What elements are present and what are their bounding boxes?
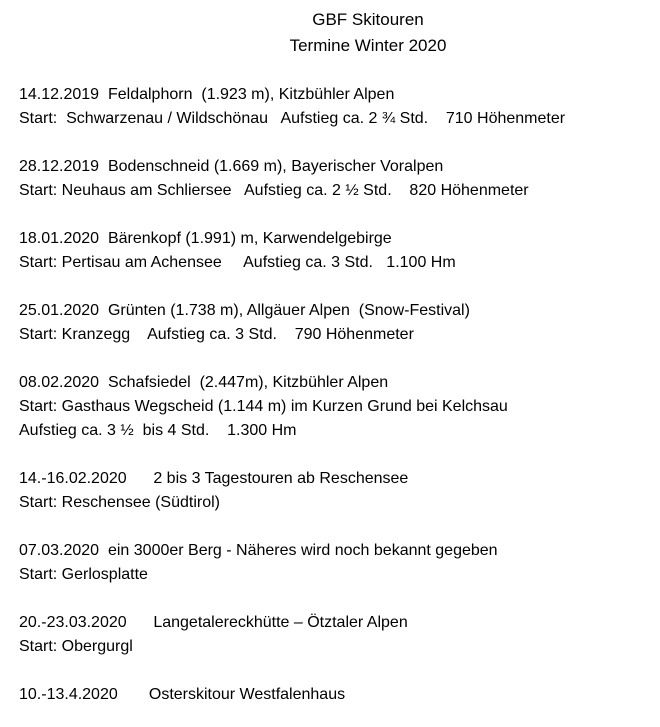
entry-date-title: 18.01.2020 Bärenkopf (1.991) m, Karwendelgebirge [19,230,392,247]
entry-start-details: Start: Schwarzenau / Wildschönau Aufstieg ca. 2 ¾ Std. 710 Höhenmeter [19,110,566,127]
entry-start-details: Start: Obergurgl [19,638,133,655]
tour-entry-feldalphorn [19,83,654,131]
tour-entry-westfalenhaus [19,683,654,707]
page-title [0,7,660,59]
entry-date-title: 20.-23.03.2020 Langetalereckhütte – Ötztaler Alpen [19,614,408,631]
entry-date-title: 10.-13.4.2020 Osterskitour Westfalenhaus [19,686,346,703]
entry-start-details: Start: Reschensee (Südtirol) [19,494,220,511]
tour-entry-baerenkopf [19,227,654,275]
entry-start-details: Start: Gerlosplatte [19,566,148,583]
entry-start-details: Start: Pertisau am Achensee Aufstieg ca. 3 Std. 1.100 Hm [19,254,456,271]
tour-entry-gruenten [19,299,654,347]
tour-entry-bodenschneid [19,155,654,203]
entry-start-details: Start: Gasthaus Wegscheid (1.144 m) im Kurzen Grund bei Kelchsau [19,398,508,415]
entry-date-title: 25.01.2020 Grünten (1.738 m), Allgäuer Alpen (Snow-Festival) [19,302,470,319]
entry-date-title: 28.12.2019 Bodenschneid (1.669 m), Bayerischer Voralpen [19,158,444,175]
entry-date-title: 08.02.2020 Schafsiedel (2.447m), Kitzbühler Alpen [19,374,389,391]
tour-entry-langetalereckhuette [19,611,654,659]
tour-entry-reschensee [19,467,654,515]
title-line-1: GBF Skitouren [312,10,424,29]
tour-entry-schafsiedel [19,371,654,443]
entry-ascent-details: Aufstieg ca. 3 ½ bis 4 Std. 1.300 Hm [19,422,297,439]
entry-start-details: Start: Kranzegg Aufstieg ca. 3 Std. 790 Höhenmeter [19,326,414,343]
tour-entry-3000er-berg [19,539,654,587]
entry-date-title: 14.-16.02.2020 2 bis 3 Tagestouren ab Reschensee [19,470,409,487]
title-line-2: Termine Winter 2020 [289,36,447,55]
tour-schedule-list [19,83,654,707]
entry-date-title: 14.12.2019 Feldalphorn (1.923 m), Kitzbühler Alpen [19,86,395,103]
entry-date-title: 07.03.2020 ein 3000er Berg - Näheres wird noch bekannt gegeben [19,542,498,559]
entry-start-details: Start: Neuhaus am Schliersee Aufstieg ca. 2 ½ Std. 820 Höhenmeter [19,182,529,199]
